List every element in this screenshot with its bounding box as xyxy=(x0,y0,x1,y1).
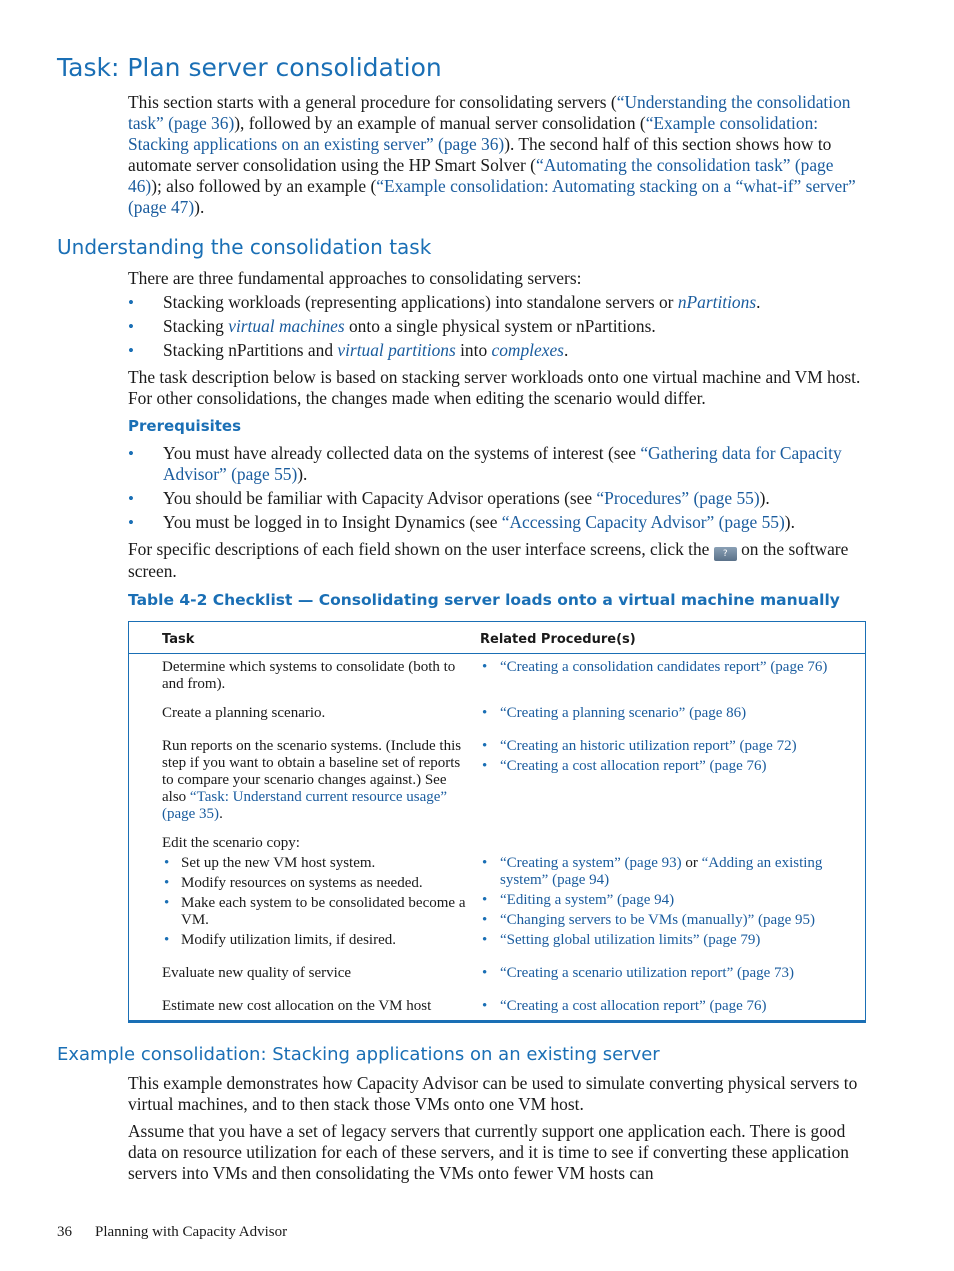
column-header-task: Task xyxy=(162,632,195,647)
help-text-2: on the software screen. xyxy=(128,539,849,581)
section-heading-understanding: Understanding the consolidation task xyxy=(57,235,432,259)
example-paragraph-2: Assume that you have a set of legacy servers that currently support one application each. There is good data on resource utilization for each of these servers, and it is time to see if converting these application servers into VMs and then consolidating the VMs onto fewer VM hosts can xyxy=(128,1121,849,1183)
list-item xyxy=(480,855,850,889)
table-row-6-procedures xyxy=(480,998,850,1018)
table-row-6-task: Estimate new cost allocation on the VM host xyxy=(162,998,432,1014)
link-virtual-machines[interactable]: virtual machines xyxy=(228,316,345,336)
item-text: You should be familiar with Capacity Advisor operations (see xyxy=(163,488,597,508)
item-text: Stacking workloads (representing applications) into standalone servers or xyxy=(163,292,678,312)
approaches-list xyxy=(128,292,870,364)
row-4-lead: Edit the scenario copy: xyxy=(162,835,300,851)
example-paragraph-1: This example demonstrates how Capacity Advisor can be used to simulate converting physical servers to virtual machines, and to then stack those VMs onto one VM host. xyxy=(128,1073,858,1114)
intro-text-5: ). xyxy=(194,197,205,217)
link-gathering-data[interactable]: “Gathering data for Capacity Advisor” (page 55) xyxy=(163,443,842,484)
list-item xyxy=(128,488,870,509)
list-item xyxy=(480,758,850,775)
approaches-lead: There are three fundamental approaches to consolidating servers: xyxy=(128,268,582,288)
link-cost-allocation-report[interactable]: “Creating a cost allocation report” (page 76) xyxy=(500,758,767,774)
list-item: • Modify utilization limits, if desired. xyxy=(162,932,474,949)
table-row-2-procedures xyxy=(480,705,850,725)
link-cost-allocation-report-2[interactable]: “Creating a cost allocation report” (page 76) xyxy=(500,998,767,1014)
item-text: into xyxy=(455,340,492,360)
list-item xyxy=(480,965,850,982)
item-text: . xyxy=(563,340,569,360)
intro-paragraph xyxy=(128,92,870,218)
list-item xyxy=(128,512,870,533)
list-item xyxy=(128,292,870,313)
chapter-title: Planning with Capacity Advisor xyxy=(95,1224,288,1240)
list-item xyxy=(480,932,850,949)
row-3-end: . xyxy=(219,806,223,822)
list-item xyxy=(128,443,870,485)
intro-text-3: ). The second half of this section shows how to automate server consolidation using the HP Smart Solver ( xyxy=(128,134,832,175)
link-virtual-partitions[interactable]: virtual partitions xyxy=(337,340,456,360)
intro-text-4: ); also followed by an example ( xyxy=(151,176,377,196)
list-item xyxy=(480,892,850,909)
link-adding-existing-system[interactable]: “Adding an existing system” (page 94) xyxy=(500,855,823,888)
link-editing-system[interactable]: “Editing a system” (page 94) xyxy=(500,892,675,908)
link-global-utilization-limits[interactable]: “Setting global utilization limits” (page 79) xyxy=(500,932,761,948)
link-understanding-task[interactable]: “Understanding the consolidation task” (page 36) xyxy=(128,92,851,133)
item-text: ). xyxy=(297,464,308,484)
item-text: ). xyxy=(759,488,770,508)
item-text: You must be logged in to Insight Dynamics (see xyxy=(163,512,502,532)
help-icon: ? xyxy=(714,547,737,561)
help-text-1: For specific descriptions of each field shown on the user interface screens, click the xyxy=(128,539,714,559)
page-footer xyxy=(57,1222,287,1243)
link-example-automating[interactable]: “Example consolidation: Automating stacking on a “what-if” server” (page 47) xyxy=(128,176,856,217)
list-item xyxy=(480,705,850,722)
column-header-procedures: Related Procedure(s) xyxy=(480,632,636,647)
item-text: Stacking xyxy=(163,316,229,336)
link-consolidation-candidates-report[interactable]: “Creating a consolidation candidates report” (page 76) xyxy=(500,659,828,675)
item-text: onto a single physical system or nPartitions. xyxy=(344,316,656,336)
link-example-stacking[interactable]: “Example consolidation: Stacking applications on an existing server” (page 36) xyxy=(128,113,819,154)
link-historic-utilization-report[interactable]: “Creating an historic utilization report” (page 72) xyxy=(500,738,797,754)
table-row-4-procedures xyxy=(480,855,850,952)
link-accessing-capacity-advisor[interactable]: “Accessing Capacity Advisor” (page 55) xyxy=(501,512,785,532)
table-row-5-task: Evaluate new quality of service xyxy=(162,965,352,981)
link-npartitions[interactable]: nPartitions xyxy=(677,292,757,312)
link-automating-task[interactable]: “Automating the consolidation task” (page 46) xyxy=(128,155,834,196)
link-creating-system[interactable]: “Creating a system” (page 93) xyxy=(500,855,682,871)
intro-text-2: ), followed by an example of manual server consolidation ( xyxy=(234,113,646,133)
link-changing-servers-to-vms[interactable]: “Changing servers to be VMs (manually)” (page 95) xyxy=(500,912,816,928)
help-paragraph xyxy=(128,539,870,582)
list-item: • Set up the new VM host system. xyxy=(162,855,474,872)
section-heading-example-stacking: Example consolidation: Stacking applications on an existing server xyxy=(57,1044,660,1065)
or-text: or xyxy=(681,855,702,871)
link-understand-resource-usage[interactable]: “Task: Understand current resource usage” (page 35) xyxy=(162,789,448,822)
page-number: 36 xyxy=(57,1224,72,1240)
list-item xyxy=(128,316,870,337)
list-item xyxy=(128,340,870,361)
table-row-3-task xyxy=(162,738,474,823)
item-text: Stacking nPartitions and xyxy=(163,340,338,360)
link-complexes[interactable]: complexes xyxy=(491,340,564,360)
table-row-2-task: Create a planning scenario. xyxy=(162,705,326,721)
table-header xyxy=(129,622,865,654)
list-item xyxy=(480,659,850,676)
item-text: ). xyxy=(784,512,795,532)
list-item: • Make each system to be consolidated become a VM. xyxy=(162,895,474,929)
link-procedures[interactable]: “Procedures” (page 55) xyxy=(596,488,760,508)
list-item xyxy=(480,998,850,1015)
intro-text-1: This section starts with a general procedure for consolidating servers ( xyxy=(128,92,617,112)
checklist-table xyxy=(128,621,866,1023)
table-row-1-procedures xyxy=(480,659,850,679)
item-text: You must have already collected data on the systems of interest (see xyxy=(163,443,641,463)
page-title: Task: Plan server consolidation xyxy=(57,53,442,82)
table-row-1-task: Determine which systems to consolidate (both to and from). xyxy=(162,659,456,692)
link-scenario-utilization-report[interactable]: “Creating a scenario utilization report” (page 73) xyxy=(500,965,795,981)
item-text: . xyxy=(756,292,761,312)
prerequisites-list xyxy=(128,443,870,536)
list-item xyxy=(480,912,850,929)
list-item xyxy=(480,738,850,755)
task-description: The task description below is based on stacking server workloads onto one virtual machine and VM host. For other consolidations, the changes made when editing the scenario would differ. xyxy=(128,367,861,408)
table-row-4-task xyxy=(162,835,474,952)
row-3-text: Run reports on the scenario systems. (Include this step if you want to obtain a baseline set of reports to compare your scenario changes against.) See also xyxy=(162,738,462,805)
table-row-3-procedures xyxy=(480,738,850,778)
prerequisites-heading: Prerequisites xyxy=(128,417,242,435)
list-item: • Modify resources on systems as needed. xyxy=(162,875,474,892)
link-planning-scenario[interactable]: “Creating a planning scenario” (page 86) xyxy=(500,705,747,721)
table-row-5-procedures xyxy=(480,965,850,985)
table-title: Table 4-2 Checklist — Consolidating server loads onto a virtual machine manually xyxy=(128,591,840,609)
